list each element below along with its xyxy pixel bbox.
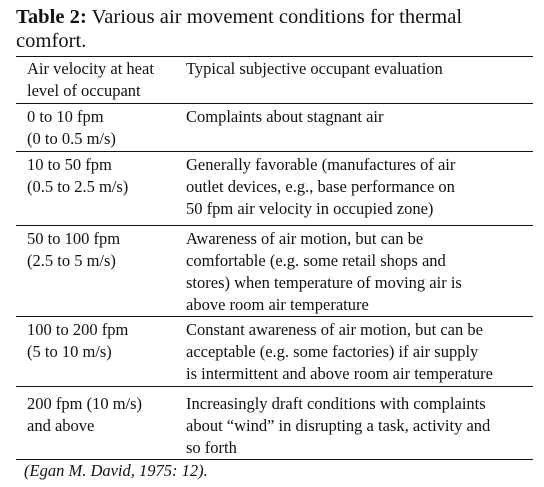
table-caption-text: Various air movement conditions for thermal comfort.	[16, 6, 463, 52]
row-divider	[16, 225, 533, 226]
row-evaluation: Increasingly draft conditions with complaints about “wind” in disrupting a task, activity and so forth	[186, 394, 491, 457]
row-velocity: 100 to 200 fpm (5 to 10 m/s)	[27, 320, 129, 361]
row-velocity: 50 to 100 fpm (2.5 to 5 m/s)	[27, 229, 121, 270]
header-occupant-evaluation: Typical subjective occupant evaluation	[186, 59, 443, 78]
table-bottom-rule	[16, 459, 533, 460]
header-rule	[16, 103, 533, 104]
row-velocity: 10 to 50 fpm (0.5 to 2.5 m/s)	[27, 155, 129, 196]
row-evaluation: Constant awareness of air motion, but can be acceptable (e.g. some factories) if air supply is intermittent and above room air temperature	[186, 320, 493, 383]
row-velocity: 0 to 10 fpm (0 to 0.5 m/s)	[27, 107, 116, 148]
table-top-rule	[16, 56, 533, 57]
row-velocity: 200 fpm (10 m/s) and above	[27, 394, 143, 435]
row-divider	[16, 386, 533, 387]
row-evaluation: Complaints about stagnant air	[186, 107, 384, 126]
row-evaluation: Generally favorable (manufactures of air outlet devices, e.g., base performance on 50 fpm air velocity in occupied zone)	[186, 155, 456, 218]
row-divider	[16, 316, 533, 317]
table-caption	[16, 5, 536, 53]
header-air-velocity: Air velocity at heat level of occupant	[27, 59, 154, 100]
row-divider	[16, 151, 533, 152]
table-caption-label: Table 2:	[16, 6, 87, 28]
row-evaluation: Awareness of air motion, but can be comfortable (e.g. some retail shops and stores) when temperature of moving air is above room air temperature	[186, 229, 462, 314]
table-source-citation: (Egan M. David, 1975: 12).	[24, 461, 208, 480]
